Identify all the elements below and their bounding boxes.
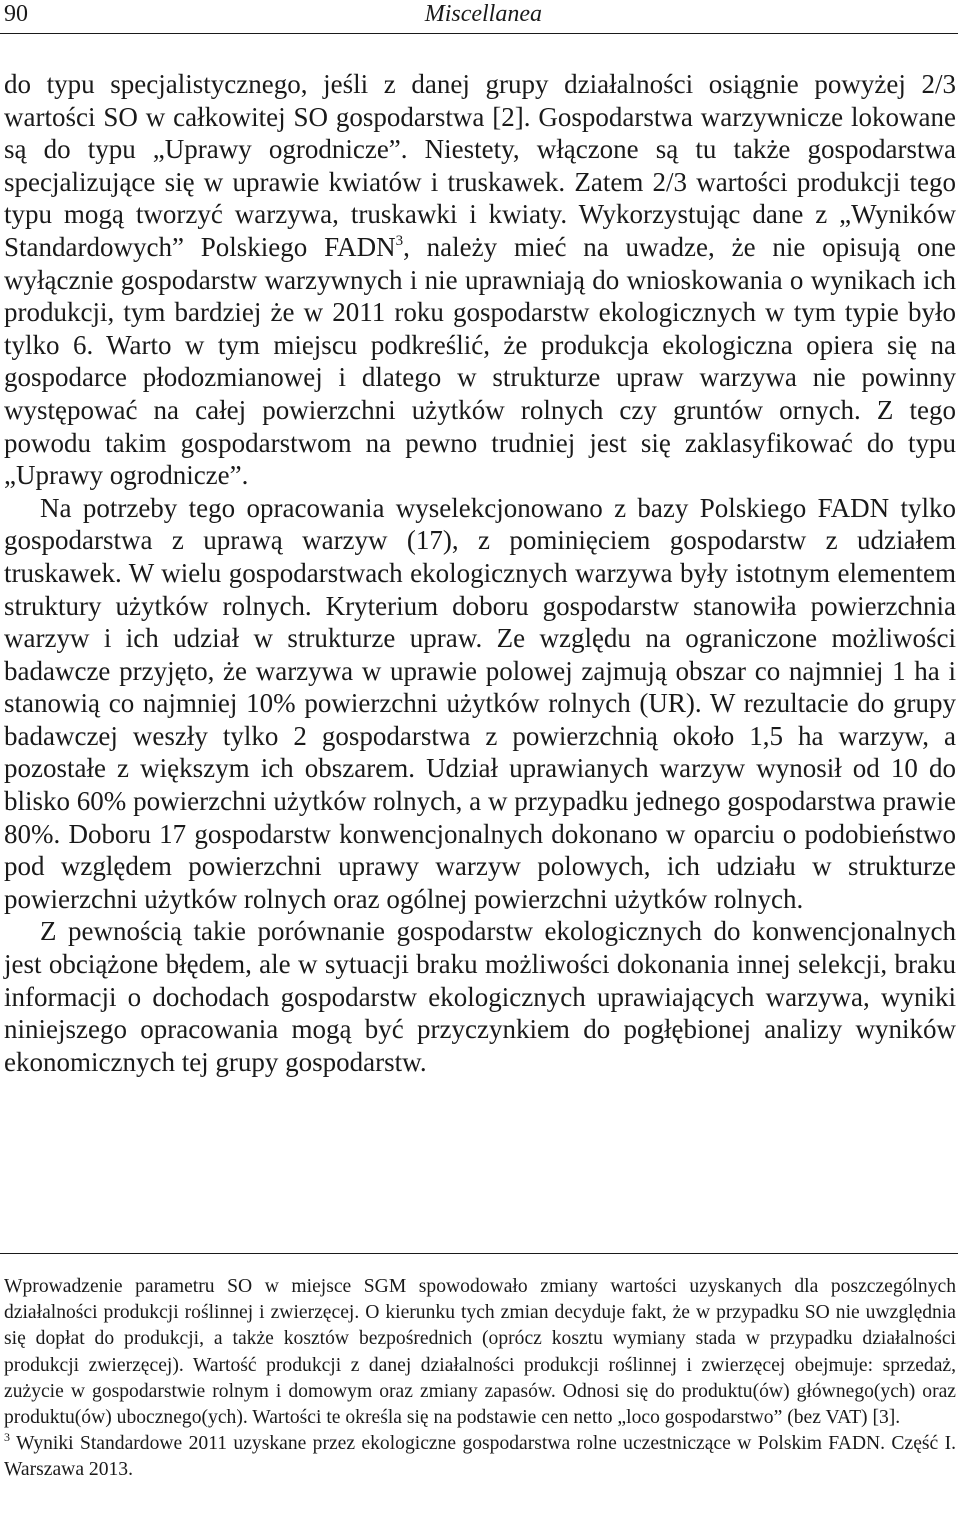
paragraph-1-text-rest: , należy mieć na uwadze, że nie opisują one wyłącznie gospodarstw warzywnych i nie uprawniają do wnioskowania o wynikach ich produkcji, tym bardziej że w 2011 roku gospodarstw ekologicznych w tym typie było tylko 6. Warto w tym miejscu podkreślić, że produkcja ekologiczna opiera się na gospodarce płodozmianowej i dlatego w strukturze upraw warzywa nie powinny występować na całej powierzchni użytków rolnych czy gruntów ornych. Z tego powodu takim gospodarstwom na pewno trudniej jest się zaklasyfikować do typu „Uprawy ogrodnicze”. — [4, 231, 956, 491]
page-header — [0, 0, 960, 36]
header-rule — [0, 33, 958, 34]
footnote-3 — [4, 1431, 956, 1483]
footnote-rule — [0, 1253, 958, 1254]
running-title: Miscellanea — [424, 1, 542, 27]
paragraph-2: Na potrzeby tego opracowania wyselekcjonowano z bazy Polskiego FADN tylko gospodarstwa z uprawą warzyw (17), z pominięciem gospodarstw z udziałem truskawek. W wielu gospodarstwach ekologicznych warzywa były istotnym elementem struktury użytków rolnych. Kryterium doboru gospodarstw stanowiła powierzchnia warzyw i ich udział w strukturze upraw. Ze względu na ograniczone możliwości badawcze przyjęto, że warzywa w uprawie polowej zajmują obszar co najmniej 1 ha i stanowią co najmniej 10% powierzchni użytków rolnych (UR). W rezultacie do grupy badawczej weszły tylko 2 gospodarstwa z powierzchnią około 1,5 ha warzyw, a pozostałe z większym ich obszarem. Udział uprawianych warzyw wynosił od 10 do blisko 60% powierzchni użytków rolnych, a w przypadku jednego gospodarstwa prawie 80%. Doboru 17 gospodarstw konwencjonalnych dokonano w oparciu o podobieństwo pod względem powierzchni uprawy warzyw polowych, ich udziału w strukturze powierzchni użytków rolnych oraz ogólnej powierzchni użytków rolnych. — [4, 492, 956, 914]
footnote-ref-3: 3 — [395, 232, 404, 249]
paragraph-1 — [4, 68, 956, 492]
paragraph-3: Z pewnością takie porównanie gospodarstw ekologicznych do konwencjonalnych jest obciążone błędem, ale w sytuacji braku możliwości dokonania innej selekcji, braku informacji o dochodach gospodarstw ekologicznych uprawiających warzywa, wyniki niniejszego opracowania mogą być przyczynkiem do pogłębionej analizy wyników ekonomicznych tej grupy gospodarstw. — [4, 916, 956, 1077]
paragraph-1-text: do typu specjalistycznego, jeśli z danej grupy działalności osiągnie powyżej 2/3 wartości SO w całkowitej SO gospodarstwa [2]. Gospodarstwa warzywnicze lokowane są do typu „Uprawy ogrodnicze”. Niestety, włączone są tu także gospodarstwa specjalizujące się w uprawie kwiatów i truskawek. Zatem 2/3 wartości produkcji tego typu mogą tworzyć warzywa, truskawki i kwiaty. Wykorzystując dane z „Wyników Standardowych” Polskiego FADN — [4, 69, 956, 262]
footnote-3-text: Wyniki Standardowe 2011 uzyskane przez ekologiczne gospodarstwa rolne uczestniczące w Polskim FADN. Część I. Warszawa 2013. — [4, 1433, 956, 1481]
footnotes — [4, 1274, 956, 1484]
footnote-continued: Wprowadzenie parametru SO w miejsce SGM spowodowało zmiany wartości uzyskanych dla poszczególnych działalności produkcji roślinnej i zwierzęcej. O kierunku tych zmian decyduje fakt, że w przypadku SO nie uwzględnia się dopłat do produkcji, a także kosztów bezpośrednich (oprócz kosztu wymiany stada w przypadku działalności produkcji zwierzęcej). Wartość produkcji z danej działalności produkcji roślinnej i zwierzęcej obejmuje: sprzedaż, zużycie w gospodarstwie rolnym i domowym oraz zmiany zapasów. Odnosi się do produktu(ów) głównego(ych) oraz produktu(ów) ubocznego(ych). Wartości te określa się na podstawie cen netto „loco gospodarstwo” (bez VAT) [3]. — [4, 1276, 956, 1429]
page-number: 90 — [4, 1, 28, 27]
main-text — [4, 68, 956, 1078]
footnote-3-mark: 3 — [4, 1430, 10, 1445]
